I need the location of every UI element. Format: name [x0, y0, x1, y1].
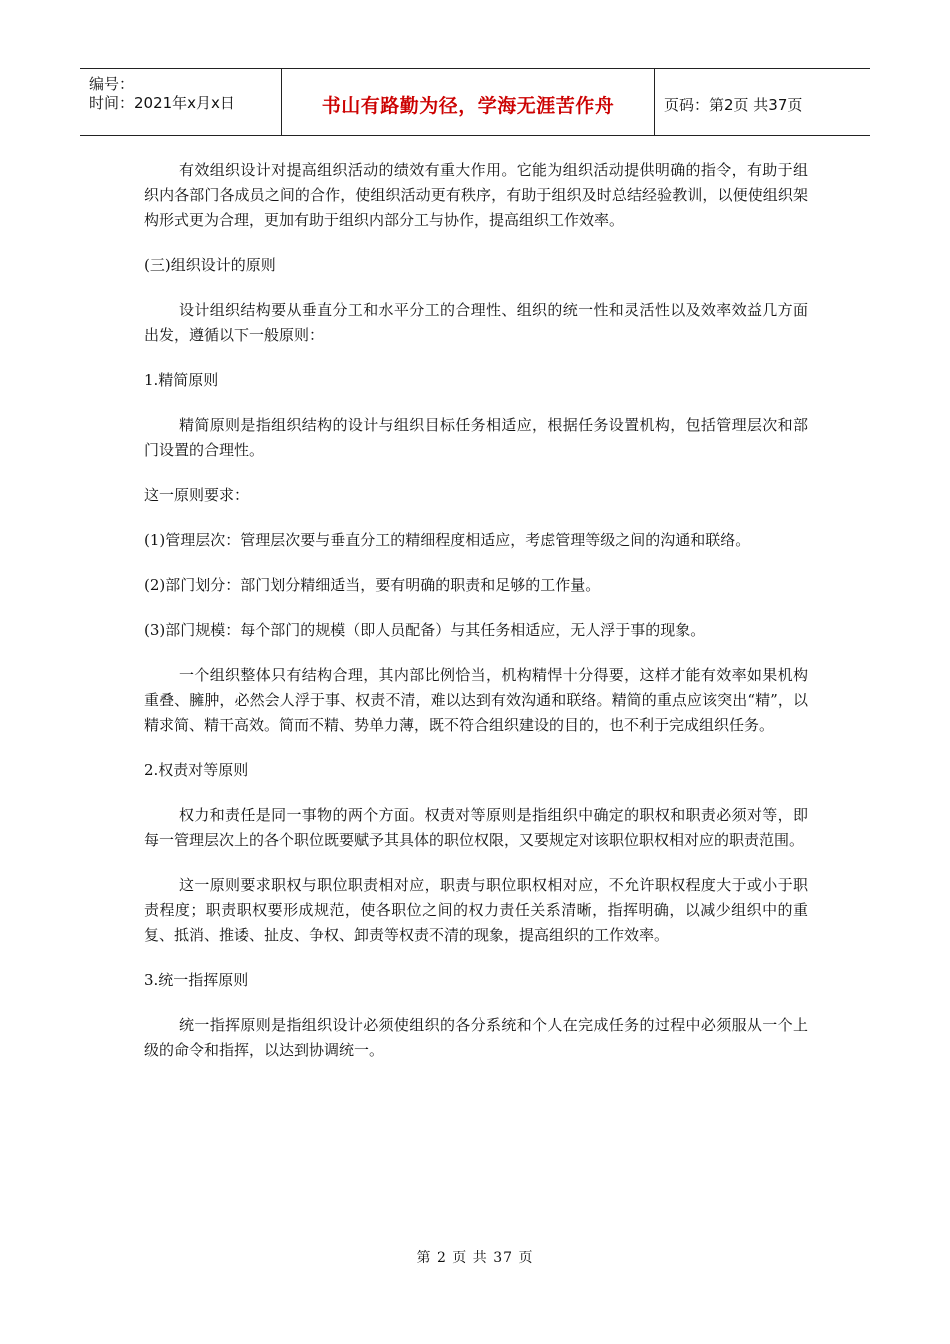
page-footer: 第 2 页 共 37 页 — [416, 1250, 534, 1266]
body-paragraph: 统一指挥原则是指组织设计必须使组织的各分系统和个人在完成任务的过程中必须服从一个上级的命令和指挥，以达到协调统一。 — [144, 1016, 808, 1059]
section-heading: 2.权责对等原则 — [144, 761, 249, 779]
document-number-label: 编号： — [89, 75, 135, 93]
list-item: (1)管理层次：管理层次要与垂直分工的精细程度相适应，考虑管理等级之间的沟通和联络。 — [144, 531, 751, 549]
header-motto: 书山有路勤为径，学海无涯苦作舟 — [321, 94, 615, 117]
body-paragraph: 有效组织设计对提高组织活动的绩效有重大作用。它能为组织活动提供明确的指令，有助于组织内各部门各成员之间的合作，使组织活动更有秩序，有助于组织及时总结经验教训，以便使组织架构形式更为合理，更加有助于组织内部分工与协作，提高组织工作效率。 — [144, 161, 808, 229]
section-heading: (三)组织设计的原则 — [144, 256, 276, 274]
list-item: (2)部门划分：部门划分精细适当，要有明确的职责和足够的工作量。 — [144, 576, 601, 594]
header-page-info: 页码：第2页 共37页 — [664, 95, 803, 114]
section-heading: 1.精简原则 — [144, 371, 219, 389]
document-body — [144, 158, 808, 1083]
header-motto-cell — [282, 69, 655, 135]
body-paragraph: 精简原则是指组织结构的设计与组织目标任务相适应，根据任务设置机构，包括管理层次和部门设置的合理性。 — [144, 416, 808, 459]
header-page-cell — [655, 69, 870, 135]
document-time-label: 时间：2021年x月x日 — [89, 94, 235, 112]
body-paragraph: 一个组织整体只有结构合理，其内部比例恰当，机构精悍十分得要，这样才能有效率如果机构重叠、臃肿，必然会人浮于事、权责不清，难以达到有效沟通和联络。精简的重点应该突出“精”，以精求简、精干高效。简而不精、势单力薄，既不符合组织建设的目的，也不利于完成组织任务。 — [144, 666, 808, 734]
body-paragraph: 设计组织结构要从垂直分工和水平分工的合理性、组织的统一性和灵活性以及效率效益几方面出发，遵循以下一般原则： — [144, 301, 808, 344]
header-meta-cell — [80, 69, 282, 135]
body-paragraph: 权力和责任是同一事物的两个方面。权责对等原则是指组织中确定的职权和职责必须对等，即每一管理层次上的各个职位既要赋予其具体的职位权限，又要规定对该职位职权相对应的职责范围。 — [144, 806, 808, 849]
section-heading: 3.统一指挥原则 — [144, 971, 249, 989]
list-item: (3)部门规模：每个部门的规模（即人员配备）与其任务相适应，无人浮于事的现象。 — [144, 621, 706, 639]
body-paragraph: 这一原则要求： — [144, 486, 250, 504]
body-paragraph: 这一原则要求职权与职位职责相对应，职责与职位职权相对应，不允许职权程度大于或小于职责程度；职责职权要形成规范，使各职位之间的权力责任关系清晰，指挥明确，以减少组织中的重复、抵消、推诿、扯皮、争权、卸责等权责不清的现象，提高组织的工作效率。 — [144, 876, 808, 944]
page-header — [80, 68, 870, 136]
